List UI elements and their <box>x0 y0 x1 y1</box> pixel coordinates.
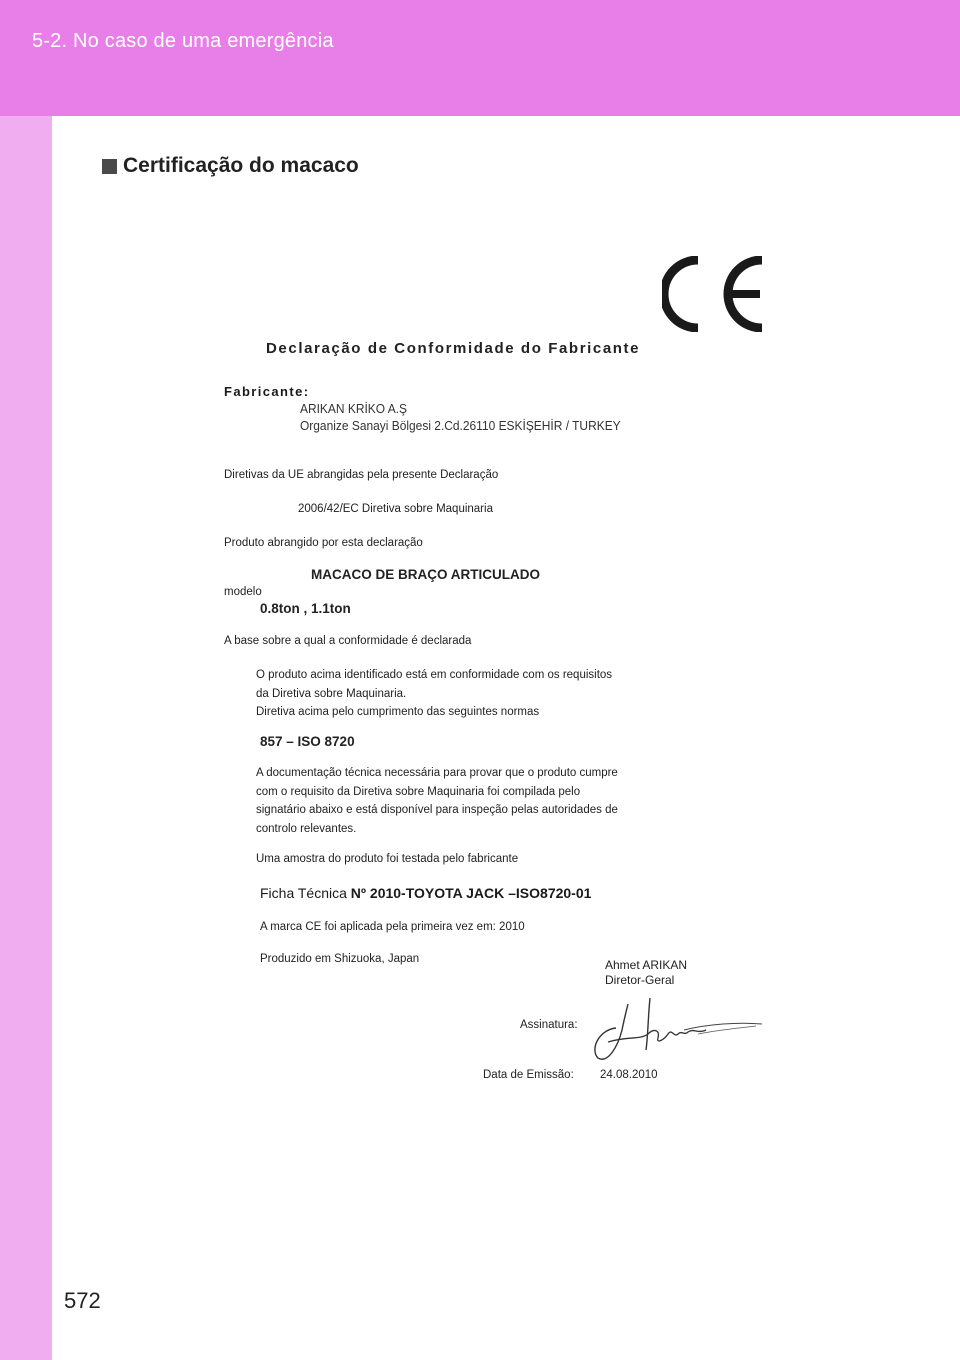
documentation-line: com o requisito da Diretiva sobre Maquinaria foi compilada pelo <box>256 785 581 798</box>
tech-sheet-line <box>260 885 591 901</box>
produced-text: Produzido em Shizuoka, Japan <box>260 953 420 965</box>
ce-mark-icon <box>662 256 766 332</box>
tech-sheet-label: Ficha Técnica <box>260 885 347 901</box>
side-margin-band <box>0 116 52 1360</box>
square-bullet-icon <box>102 159 117 174</box>
documentation-paragraph <box>256 764 618 838</box>
model-label: modelo <box>224 586 262 598</box>
documentation-line: signatário abaixo e está disponível para inspeção pelas autoridades de <box>256 804 618 816</box>
product-name: MACACO DE BRAÇO ARTICULADO <box>311 567 540 582</box>
section-title-text: Certificação do macaco <box>123 154 359 177</box>
documentation-line: A documentação técnica necessária para provar que o produto cumpre <box>256 767 618 779</box>
directive-text: 2006/42/EC Diretiva sobre Maquinaria <box>298 503 493 515</box>
documentation-line: controlo relevantes. <box>256 822 357 835</box>
page-number: 572 <box>64 1288 101 1313</box>
issue-date-label: Data de Emissão: <box>483 1069 574 1081</box>
model-value: 0.8ton , 1.1ton <box>260 601 351 616</box>
product-label: Produto abrangido por esta declaração <box>224 537 423 549</box>
basis-line: Diretiva acima pelo cumprimento das seguintes normas <box>256 706 540 718</box>
signature-label: Assinatura: <box>520 1019 578 1031</box>
ce-applied-text: A marca CE foi aplicada pela primeira vez em: 2010 <box>260 921 525 933</box>
page-header <box>0 0 960 116</box>
manufacturer-label: Fabricante: <box>224 384 310 399</box>
signer-title: Diretor-Geral <box>605 973 675 987</box>
tech-sheet-value: Nº 2010-TOYOTA JACK –ISO8720-01 <box>350 885 592 901</box>
directives-label: Diretivas da UE abrangidas pela presente Declaração <box>224 469 499 481</box>
declaration-title: Declaração de Conformidade do Fabricante <box>266 340 641 357</box>
signature-icon <box>588 990 764 1064</box>
manufacturer-name: ARIKAN KRİKO A.Ş <box>300 401 408 416</box>
signer-name: Ahmet ARIKAN <box>605 958 688 972</box>
sample-text: Uma amostra do produto foi testada pelo fabricante <box>256 853 519 865</box>
basis-line: da Diretiva sobre Maquinaria. <box>256 687 407 700</box>
issue-date: 24.08.2010 <box>600 1069 658 1081</box>
manufacturer-address: Organize Sanayi Bölgesi 2.Cd.26110 ESKİŞEHİR / TURKEY <box>300 418 621 433</box>
basis-label: A base sobre a qual a conformidade é declarada <box>224 635 472 647</box>
standard-text: 857 – ISO 8720 <box>260 734 355 749</box>
chapter-title: 5-2. No caso de uma emergência <box>32 30 334 52</box>
section-heading <box>102 154 359 178</box>
basis-paragraph <box>256 666 612 722</box>
basis-line: O produto acima identificado está em conformidade com os requisitos <box>256 669 613 681</box>
